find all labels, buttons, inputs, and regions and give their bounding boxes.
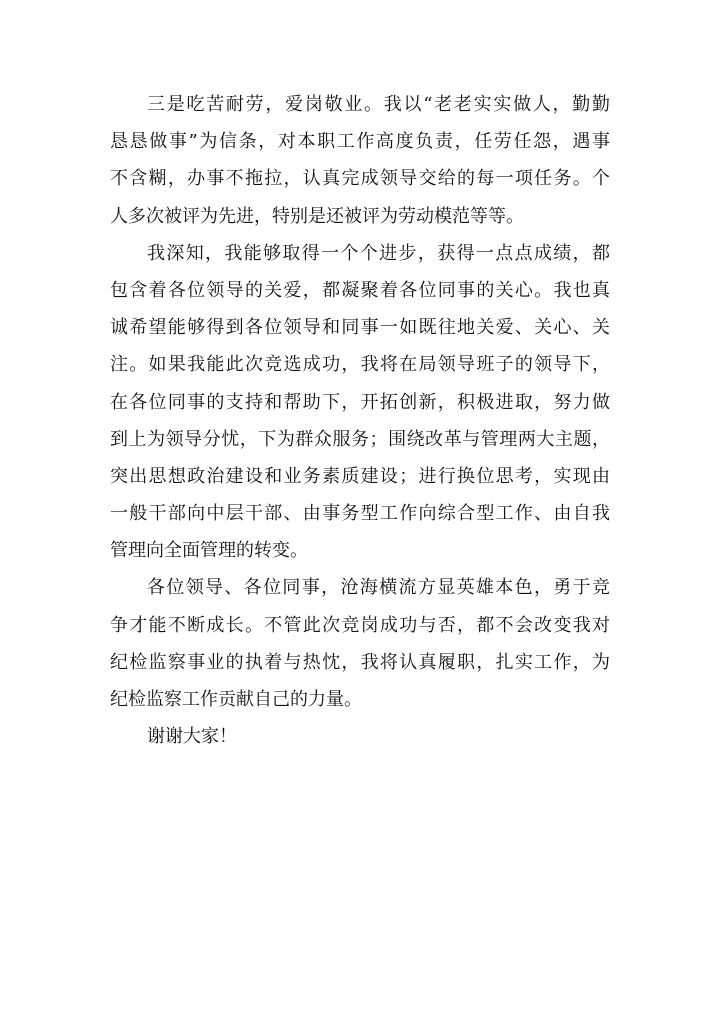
paragraph-diligence (110, 86, 610, 235)
text-line: 一般干部向中层干部、由事务型工作向综合型工作、由自我 (110, 503, 610, 525)
text-line: 三是吃苦耐劳，爱岗敬业。我以“老老实实做人，勤勤 (147, 94, 610, 115)
paragraph-gratitude (110, 235, 610, 570)
text-line: 突出思想政治建设和业务素质建设；进行换位思考，实现由 (110, 465, 610, 487)
text-line: 人多次被评为先进，特别是还被评为劳动模范等等。 (110, 205, 524, 227)
document-body (110, 86, 610, 755)
text-line: 恳恳做事”为信条，对本职工作高度负责，任劳任怨，遇事 (110, 131, 610, 153)
text-line: 到上为领导分忧，下为群众服务；围绕改革与管理两大主题， (110, 428, 610, 450)
closing-thanks: 谢谢大家！ (147, 726, 237, 748)
paragraph-commitment (110, 569, 610, 718)
text-line: 争才能不断成长。不管此次竞岗成功与否，都不会改变我对 (110, 614, 610, 636)
text-line: 我深知，我能够取得一个个进步，获得一点点成绩，都 (147, 242, 610, 264)
paragraph-closing (110, 718, 610, 755)
text-line: 诚希望能够得到各位领导和同事一如既往地关爱、关心、关 (110, 317, 610, 339)
text-line: 管理向全面管理的转变。 (110, 540, 308, 562)
text-line: 注。如果我能此次竞选成功，我将在局领导班子的领导下， (110, 354, 610, 376)
text-line: 各位领导、各位同事，沧海横流方显英雄本色，勇于竞 (147, 577, 610, 599)
text-line: 纪检监察工作贡献自己的力量。 (110, 689, 362, 710)
text-line: 在各位同事的支持和帮助下，开拓创新，积极进取，努力做 (110, 391, 610, 413)
text-line: 不含糊，办事不拖拉，认真完成领导交给的每一项任务。个 (110, 168, 610, 190)
text-line: 包含着各位领导的关爱，都凝聚着各位同事的关心。我也真 (110, 279, 610, 301)
text-line: 纪检监察事业的执着与热忱，我将认真履职，扎实工作，为 (110, 651, 610, 673)
